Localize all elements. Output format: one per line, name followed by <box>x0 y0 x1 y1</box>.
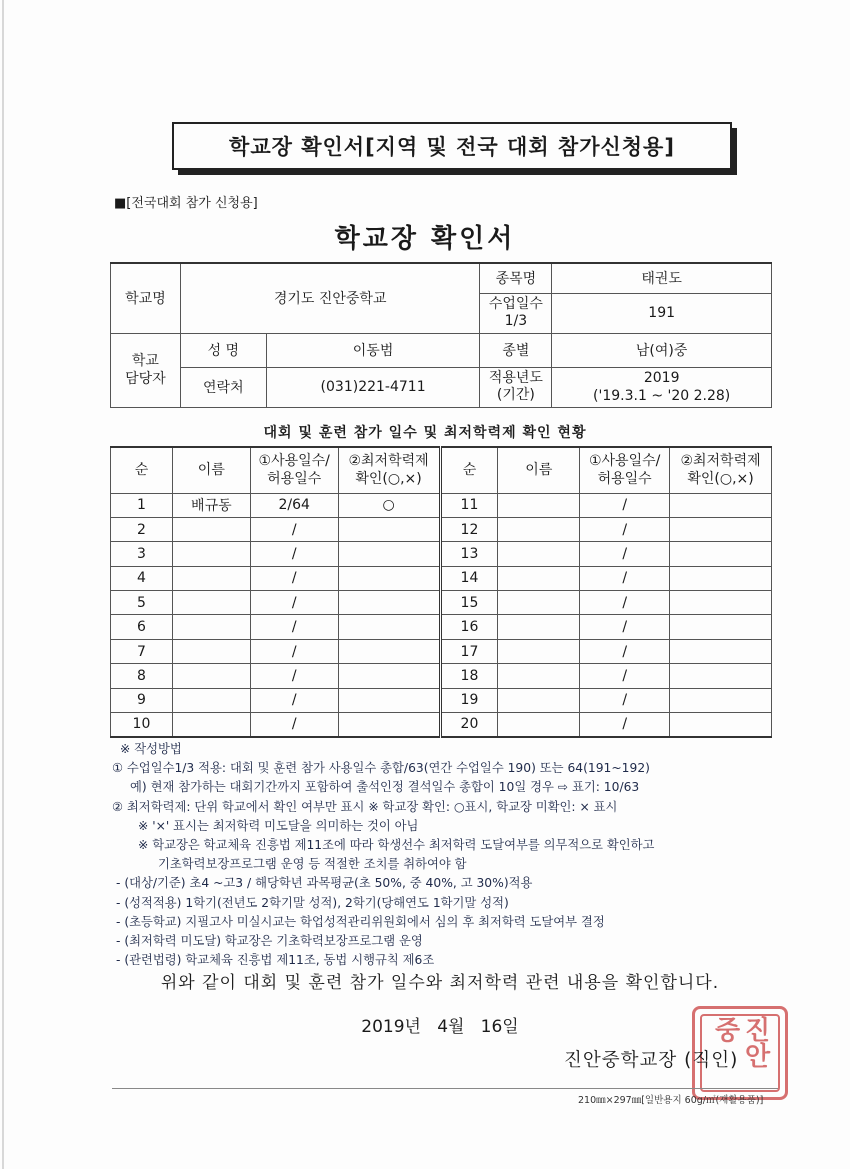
col-days-line1: ①사용일수/ <box>258 453 330 470</box>
record-rows <box>111 493 772 737</box>
cell-right-no: 15 <box>440 591 498 615</box>
cell-right-name <box>498 639 580 663</box>
cell-right-days: / <box>580 639 670 663</box>
cell-left-no: 6 <box>111 615 173 639</box>
col-check-line1: ②최저학력제 <box>348 453 429 470</box>
cell-right-no: 14 <box>440 566 498 590</box>
col-days-line1: ①사용일수/ <box>588 453 661 470</box>
col-name-left: 이름 <box>172 447 250 493</box>
table-row <box>111 615 772 639</box>
cell-left-check: ○ <box>338 493 440 517</box>
cell-left-days: / <box>250 566 338 590</box>
col-no-right: 순 <box>440 447 498 493</box>
cell-right-name <box>498 566 580 590</box>
cell-left-no: 3 <box>111 542 173 566</box>
writing-instructions <box>112 740 792 970</box>
cell-left-name <box>172 591 250 615</box>
table-row <box>111 713 772 737</box>
name-label: 성 명 <box>180 333 266 367</box>
cell-right-check <box>670 615 772 639</box>
table-row <box>111 566 772 590</box>
scan-edge <box>2 0 4 1169</box>
col-days-left <box>250 447 338 493</box>
cell-right-no: 16 <box>440 615 498 639</box>
col-check-line2: 확인(○,×) <box>355 471 422 488</box>
cell-right-days: / <box>580 517 670 541</box>
apply-type-label: ■[전국대회 참가 신청용] <box>114 196 258 211</box>
cell-left-check <box>338 591 440 615</box>
cell-right-name <box>498 493 580 517</box>
cell-left-days: / <box>250 688 338 712</box>
cell-left-name <box>172 566 250 590</box>
year-label-line1: 적용년도 <box>488 370 543 386</box>
school-name-value: 경기도 진안중학교 <box>180 263 480 333</box>
cell-right-check <box>670 664 772 688</box>
note-2c: 기초학력보장프로그램 운영 등 적절한 조치를 취하여야 함 <box>158 857 467 872</box>
confirmation-statement: 위와 같이 대회 및 훈련 참가 일수와 최저학력 관련 내용을 확인합니다. <box>160 973 720 993</box>
detail-elementary: - (초등학교) 지필고사 미실시교는 학업성적관리위원회에서 심의 후 최저학력 도달여부 결정 <box>116 914 605 929</box>
page-title: 학교장 확인서 <box>334 224 516 254</box>
table-row <box>111 591 772 615</box>
cell-left-check <box>338 566 440 590</box>
cell-left-check <box>338 517 440 541</box>
cell-left-no: 5 <box>111 591 173 615</box>
col-days-line2: 허용일수 <box>267 471 322 488</box>
table-row <box>111 688 772 712</box>
cell-right-check <box>670 493 772 517</box>
participation-record-table <box>110 446 772 738</box>
cell-left-check <box>338 542 440 566</box>
detail-legal-basis: - (관련법령) 학교체육 진흥법 제11조, 동법 시행규칙 제6조 <box>116 953 435 968</box>
col-name-right: 이름 <box>498 447 580 493</box>
cell-right-no: 18 <box>440 664 498 688</box>
cell-right-name <box>498 615 580 639</box>
col-check-left <box>338 447 440 493</box>
cell-left-days: / <box>250 615 338 639</box>
cell-right-check <box>670 517 772 541</box>
cell-right-no: 13 <box>440 542 498 566</box>
name-value: 이동범 <box>266 333 480 367</box>
school-days-value: 191 <box>552 293 772 333</box>
cell-right-name <box>498 542 580 566</box>
col-days-right <box>580 447 670 493</box>
issue-date: 2019년 4월 16일 <box>361 1017 519 1037</box>
cell-left-check <box>338 664 440 688</box>
note-1: ① 수업일수1/3 적용: 대회 및 훈련 참가 사용일수 총합/63(연간 수업일수 190) 또는 64(191~192) <box>112 761 650 776</box>
cell-right-check <box>670 639 772 663</box>
school-info-table <box>110 262 772 408</box>
event-label: 종목명 <box>480 263 552 293</box>
col-check-line1: ②최저학력제 <box>680 453 761 470</box>
category-label: 종별 <box>480 333 552 367</box>
school-days-label-line2: 1/3 <box>504 313 528 329</box>
cell-left-no: 10 <box>111 713 173 737</box>
table-row <box>111 639 772 663</box>
note-2b: ※ 학교장은 학교체육 진흥법 제11조에 따라 학생선수 최저학력 도달여부를 의무적으로 확인하고 <box>138 838 655 853</box>
record-heading: 대회 및 훈련 참가 일수 및 최저학력제 확인 현황 <box>263 425 587 441</box>
year-label <box>480 367 552 407</box>
cell-right-no: 11 <box>440 493 498 517</box>
cell-right-days: / <box>580 688 670 712</box>
cell-right-check <box>670 566 772 590</box>
cell-left-name <box>172 639 250 663</box>
cell-left-name <box>172 517 250 541</box>
event-value: 태권도 <box>552 263 772 293</box>
cell-left-no: 9 <box>111 688 173 712</box>
cell-right-days: / <box>580 713 670 737</box>
cell-right-name <box>498 591 580 615</box>
cell-right-no: 12 <box>440 517 498 541</box>
cell-right-days: / <box>580 615 670 639</box>
cell-left-days: / <box>250 713 338 737</box>
contact-value: (031)221-4711 <box>266 367 480 407</box>
cell-right-days: / <box>580 664 670 688</box>
detail-grades: - (성적적용) 1학기(전년도 2학기말 성적), 2학기(당해연도 1학기말 성적) <box>116 895 509 910</box>
cell-left-name: 배규동 <box>172 493 250 517</box>
cell-left-days: 2/64 <box>250 493 338 517</box>
note-2: ② 최저학력제: 단위 학교에서 확인 여부만 표시 ※ 학교장 확인: ○표시, 학교장 미확인: × 표시 <box>112 799 618 814</box>
school-days-label <box>480 293 552 333</box>
note-2a: ※ '×' 표시는 최저학력 미도달을 의미하는 것이 아님 <box>138 818 419 833</box>
footer-divider <box>112 1088 778 1089</box>
cell-left-name <box>172 688 250 712</box>
cell-right-check <box>670 688 772 712</box>
cell-right-name <box>498 664 580 688</box>
detail-target: - (대상/기준) 초4 ~고3 / 해당학년 과목평균(초 50%, 중 40%, 고 30%)적용 <box>116 876 533 891</box>
cell-right-days: / <box>580 493 670 517</box>
cell-left-name <box>172 713 250 737</box>
cell-left-days: / <box>250 517 338 541</box>
cell-right-check <box>670 713 772 737</box>
cell-left-name <box>172 615 250 639</box>
cell-left-no: 8 <box>111 664 173 688</box>
cell-left-check <box>338 688 440 712</box>
year-value-line2: ('19.3.1 ~ '20 2.28) <box>593 388 731 404</box>
cell-right-name <box>498 688 580 712</box>
table-row <box>111 517 772 541</box>
contact-label: 연락처 <box>180 367 266 407</box>
manager-label <box>111 333 181 407</box>
cell-left-days: / <box>250 639 338 663</box>
cell-right-check <box>670 591 772 615</box>
notes-heading: ※ 작성방법 <box>120 742 182 756</box>
cell-right-days: / <box>580 566 670 590</box>
seal-text: 진안중 <box>700 1014 780 1092</box>
cell-left-name <box>172 664 250 688</box>
table-row <box>111 542 772 566</box>
principal-signature: 진안중학교장 (직인) <box>564 1050 739 1071</box>
cell-left-no: 4 <box>111 566 173 590</box>
cell-left-check <box>338 639 440 663</box>
cell-left-check <box>338 615 440 639</box>
header-box-title: 학교장 확인서[지역 및 전국 대회 참가신청용] <box>172 122 732 170</box>
col-check-line2: 확인(○,×) <box>687 471 754 488</box>
cell-left-check <box>338 713 440 737</box>
cell-right-days: / <box>580 591 670 615</box>
school-days-label-line1: 수업일수 <box>488 296 543 312</box>
category-value: 남(여)중 <box>552 333 772 367</box>
detail-below-minimum: - (최저학력 미도달) 학교장은 기초학력보장프로그램 운영 <box>116 934 423 949</box>
manager-label-line1: 학교 <box>131 353 159 369</box>
cell-right-no: 17 <box>440 639 498 663</box>
cell-right-name <box>498 713 580 737</box>
cell-left-days: / <box>250 542 338 566</box>
paper-spec: 210㎜×297㎜[일반용지 60g/㎡(재활용품)] <box>578 1095 764 1106</box>
cell-left-no: 7 <box>111 639 173 663</box>
cell-right-days: / <box>580 542 670 566</box>
year-value-line1: 2019 <box>643 370 680 386</box>
note-1-example: 예) 현재 참가하는 대회기간까지 포함하여 출석인정 결석일수 총합이 10일 경우 ⇨ 표기: 10/63 <box>130 780 640 795</box>
table-row <box>111 493 772 517</box>
year-label-line2: (기간) <box>496 387 535 403</box>
table-row <box>111 664 772 688</box>
manager-label-line2: 담당자 <box>125 371 166 387</box>
cell-right-check <box>670 542 772 566</box>
cell-left-no: 1 <box>111 493 173 517</box>
cell-right-no: 20 <box>440 713 498 737</box>
cell-left-days: / <box>250 664 338 688</box>
cell-left-no: 2 <box>111 517 173 541</box>
cell-left-name <box>172 542 250 566</box>
school-name-label: 학교명 <box>111 263 181 333</box>
cell-right-no: 19 <box>440 688 498 712</box>
col-no-left: 순 <box>111 447 173 493</box>
cell-left-days: / <box>250 591 338 615</box>
year-value <box>552 367 772 407</box>
col-check-right <box>670 447 772 493</box>
col-days-line2: 허용일수 <box>597 471 652 488</box>
cell-right-name <box>498 517 580 541</box>
